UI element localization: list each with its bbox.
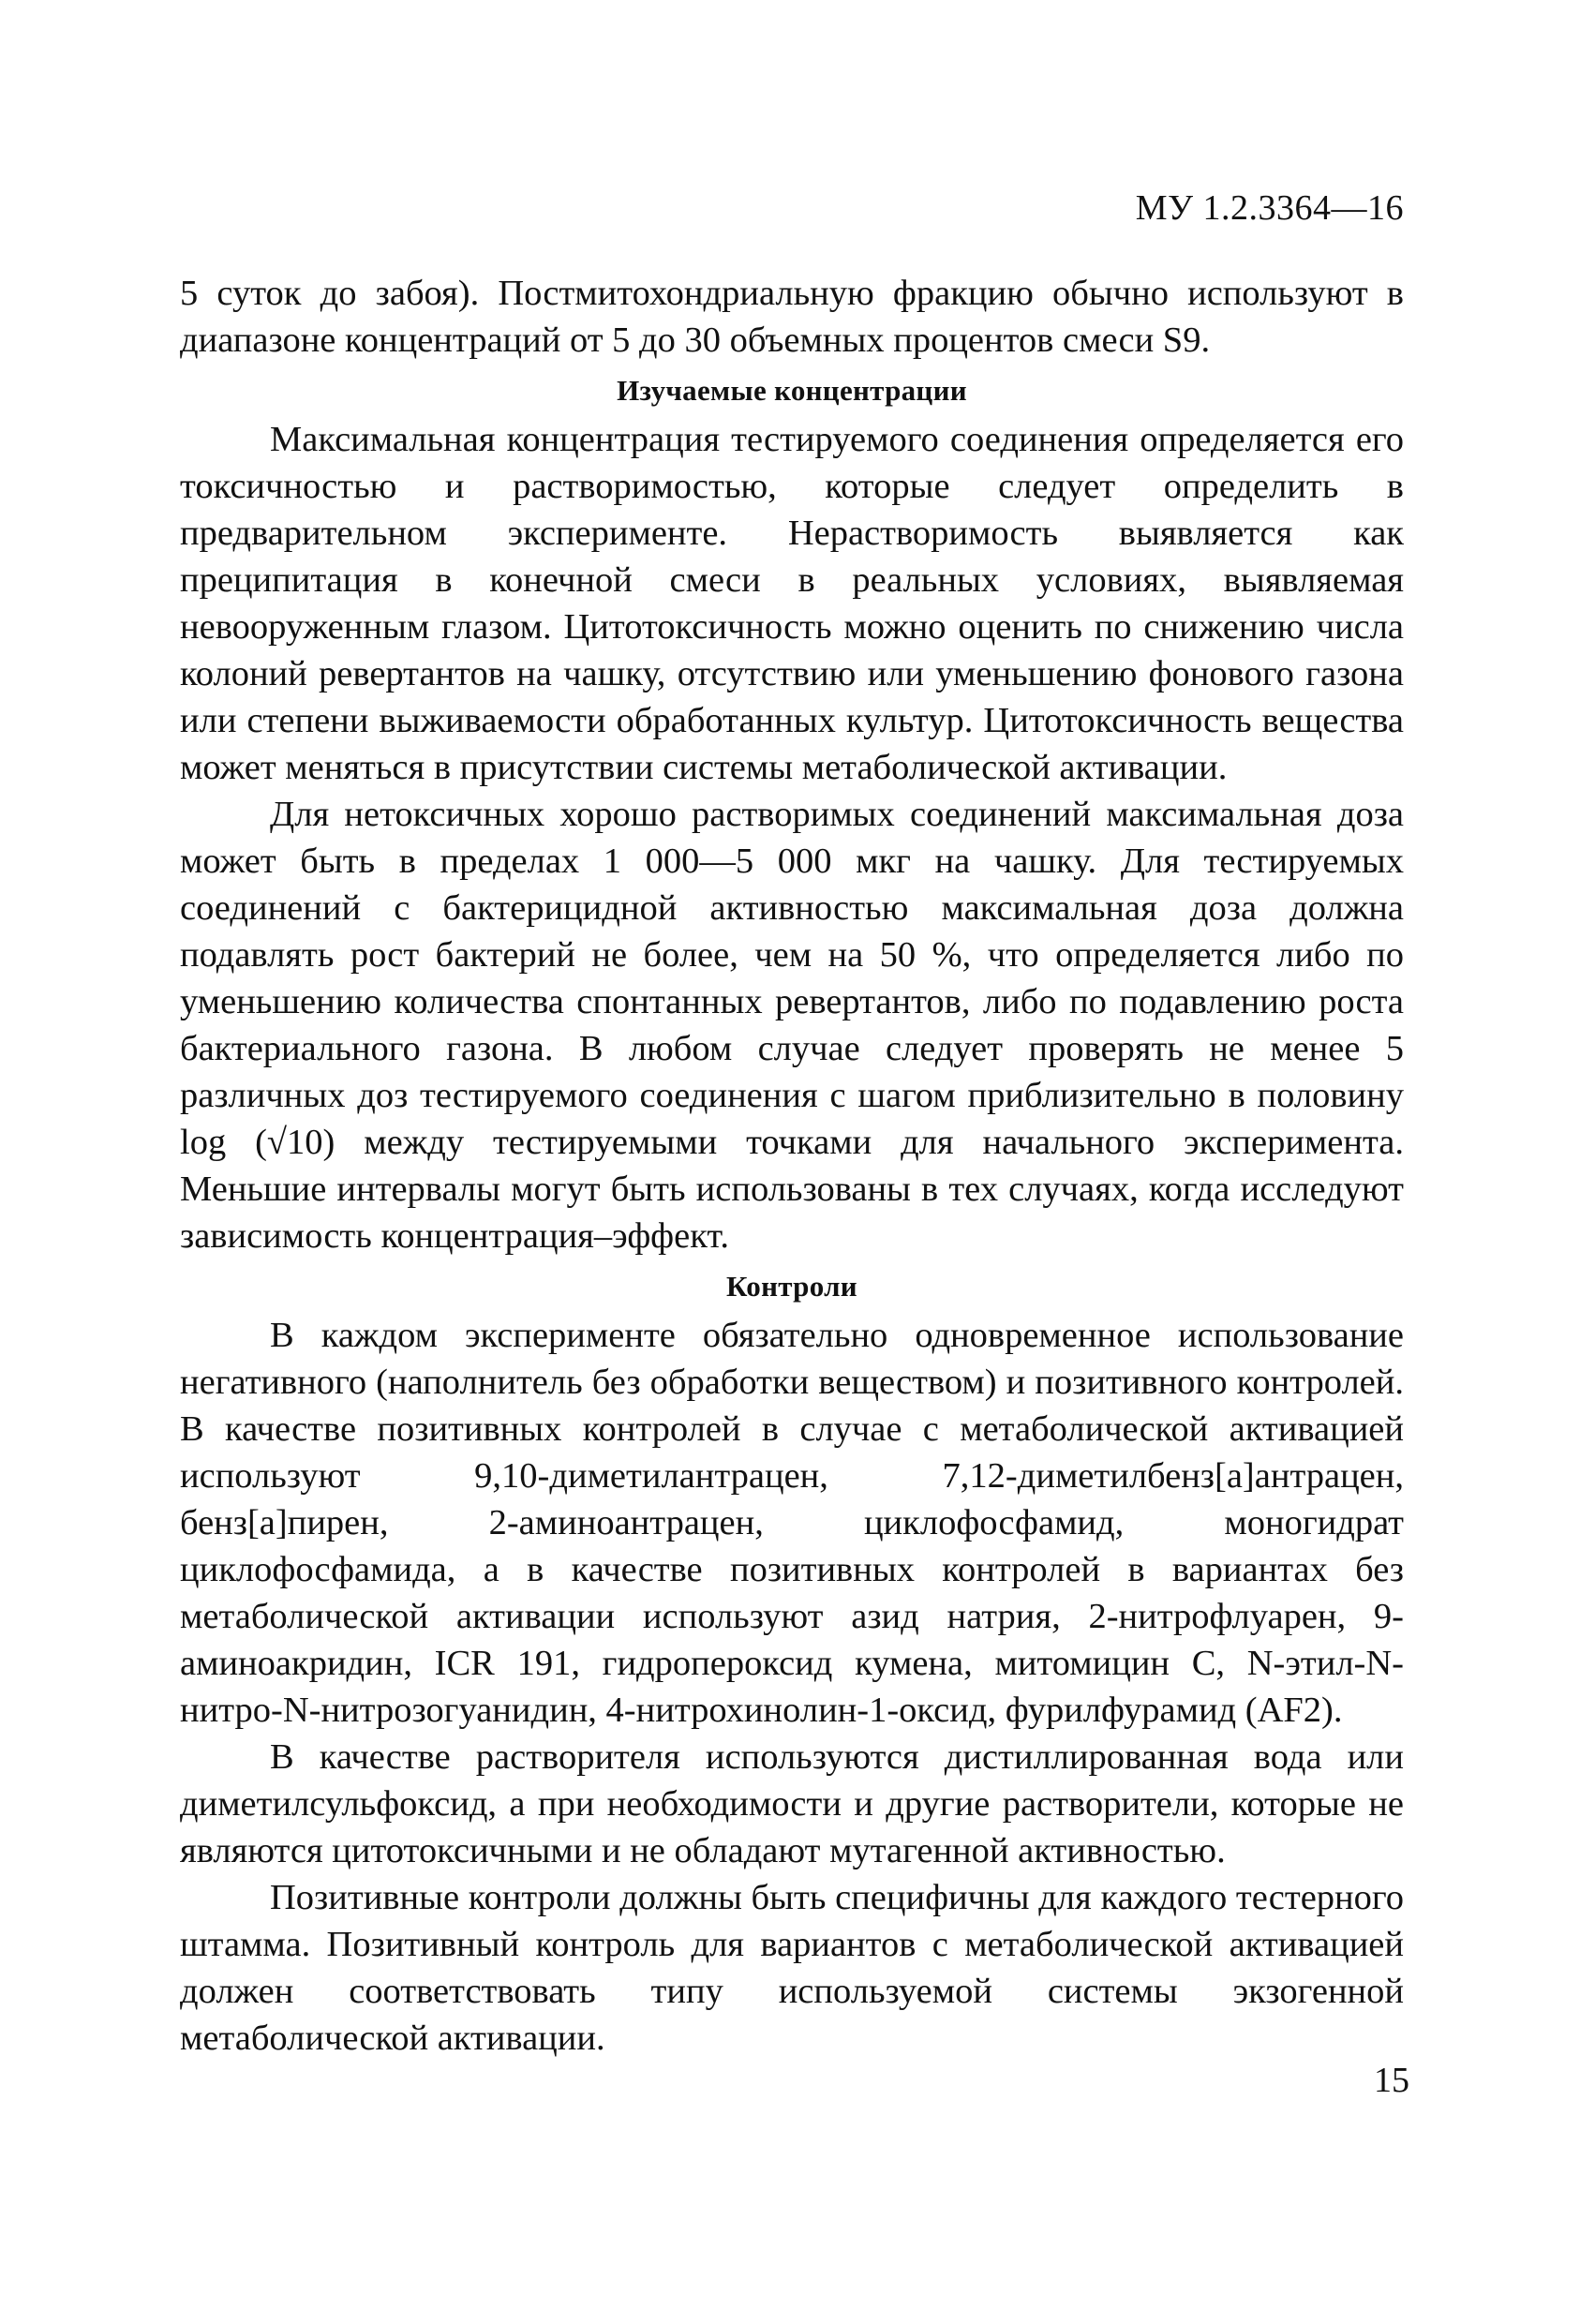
document-code: МУ 1.2.3364—16 (1135, 188, 1404, 228)
paragraph-max-concentration: Максимальная концентрация тестируемого соединения определяется его токсичностью и растворимостью, которые следует определить в предварительном эксперименте. Нерастворимость выявляется как преципитация в конечной смеси в реальных условиях, выявляемая невооруженным глазом. Цитотоксичность можно оценить по снижению числа колоний ревертантов на чашку, отсутствию или уменьшению фонового газона или степени выживаемости обработанных культур. Цитотоксичность вещества может меняться в присутствии системы метаболической активации. (180, 420, 1404, 787)
document-body (180, 270, 1404, 2062)
paragraph-solvent: В качестве растворителя используются дистиллированная вода или диметилсульфоксид, а при необходимости и другие растворители, которые не являются цитотоксичными и не обладают мутагенной активностью. (180, 1737, 1404, 1870)
section-heading-concentrations: Изучаемые концентрации (617, 374, 967, 407)
paragraph-continuation: 5 суток до забоя). Постмитохондриальную фракцию обычно используют в диапазоне концентраций от 5 до 30 объемных процентов смеси S9. (180, 274, 1404, 360)
section-heading-controls: Контроли (726, 1270, 857, 1303)
paragraph-nontoxic-dose: Для нетоксичных хорошо растворимых соединений максимальная доза может быть в пределах 1 000—5 000 мкг на чашку. Для тестируемых соединений с бактерицидной активностью максимальная доза должна подавлять рост бактерий не более, чем на 50 %, что определяется либо по уменьшению количества спонтанных ревертантов, либо по подавлению роста бактериального газона. В любом случае следует проверять не менее 5 различных доз тестируемого соединения с шагом приблизительно в половину log (√10) между тестируемыми точками для начального эксперимента. Меньшие интервалы могут быть использованы в тех случаях, когда исследуют зависимость концентрация–эффект. (180, 795, 1404, 1256)
paragraph-positive-controls: Позитивные контроли должны быть специфичны для каждого тестерного штамма. Позитивный контроль для вариантов с метаболической активацией должен соответствовать типу используемой системы экзогенной метаболической активации. (180, 1878, 1404, 2058)
paragraph-controls: В каждом эксперименте обязательно одновременное использование негативного (наполнитель без обработки веществом) и позитивного контролей. В качестве позитивных контролей в случае с метаболической активацией используют 9,10-диметилантрацен, 7,12-диметилбенз[а]антрацен, бенз[а]пирен, 2-аминоантрацен, циклофосфамид, моногидрат циклофосфамида, а в качестве позитивных контролей в вариантах без метаболической активации используют азид натрия, 2-нитрофлуарен, 9-аминоакридин, ICR 191, гидропероксид кумена, митомицин С, N-этил-N-нитро-N-нитрозогуанидин, 4-нитрохинолин-1-оксид, фурилфурамид (AF2). (180, 1316, 1404, 1730)
page-number: 15 (1374, 2061, 1409, 2100)
